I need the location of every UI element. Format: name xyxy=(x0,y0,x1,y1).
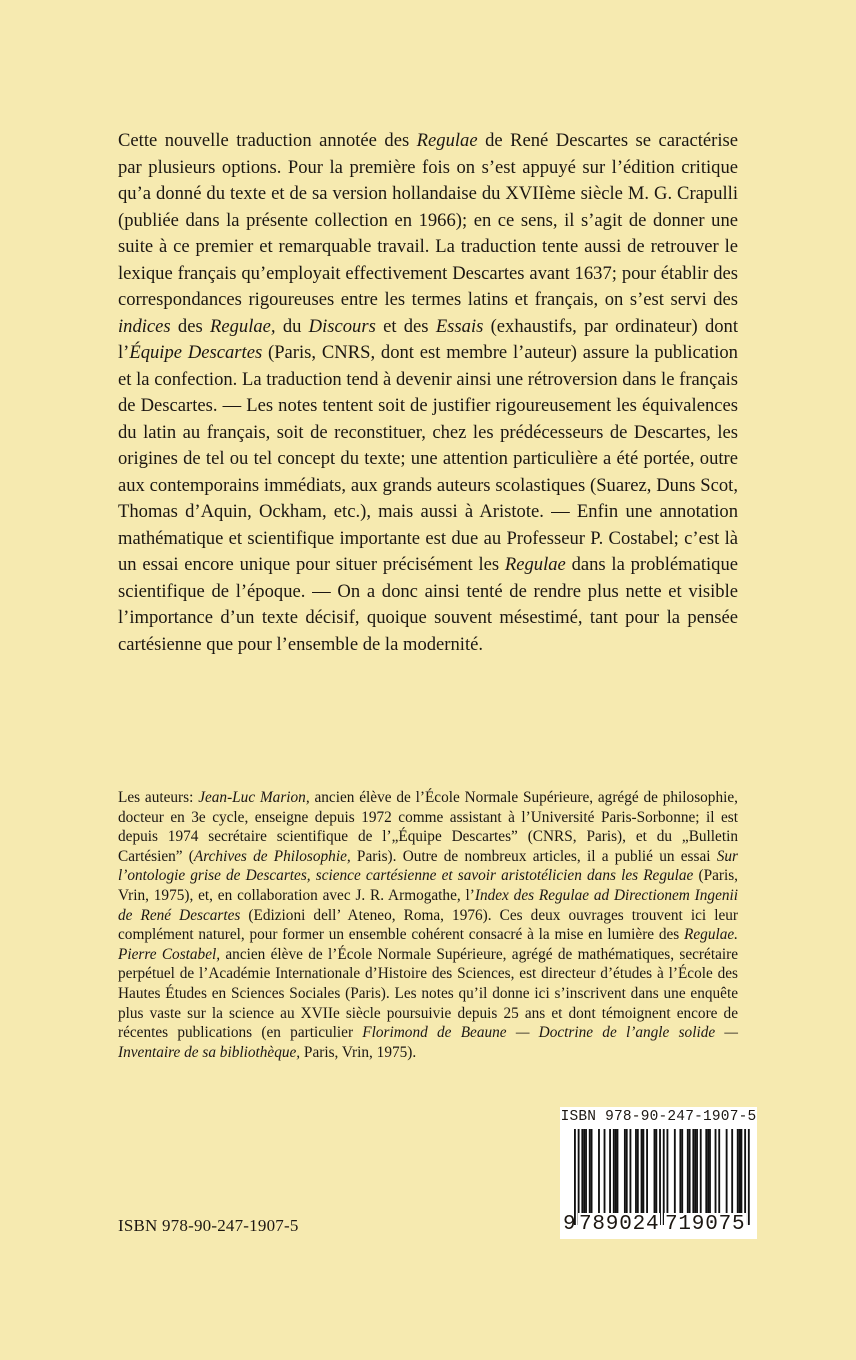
barcode-bar xyxy=(679,1129,681,1213)
barcode-bar xyxy=(578,1129,580,1225)
barcode-digit-lead: 9 xyxy=(563,1213,577,1236)
description-segment: (exhaustifs, par ordinateur) dont l’ xyxy=(118,315,739,363)
authors-segment: Florimond de Beaune — Doctrine de l’angle solide — Inventaire de sa bibliothèque, xyxy=(118,1024,738,1061)
barcode-digits-right: 719075 xyxy=(665,1213,746,1236)
barcode-bar xyxy=(642,1129,644,1213)
barcode-bar xyxy=(739,1129,741,1213)
barcode-bar xyxy=(700,1129,702,1213)
barcode-bar xyxy=(741,1129,743,1213)
isbn-footer: ISBN 978-90-247-1907-5 xyxy=(118,1216,299,1235)
barcode-bar xyxy=(615,1129,617,1213)
barcode-bar xyxy=(654,1129,656,1213)
authors-segment: Archives de Philosophie, xyxy=(193,847,351,865)
barcode-bar xyxy=(574,1129,576,1225)
barcode-bar xyxy=(744,1129,746,1225)
barcode-bar xyxy=(696,1129,698,1213)
barcode-isbn-label: ISBN 978-90-247-1907-5 xyxy=(560,1109,757,1125)
description-segment: Discours xyxy=(308,315,376,337)
barcode-bar xyxy=(689,1129,691,1213)
barcode-bar xyxy=(624,1129,626,1213)
authors-segment: Jean-Luc Marion, xyxy=(198,789,310,806)
description-segment: (Paris, CNRS, dont est membre l’auteur) assure la publication et la confection. La traduction tend à devenir ainsi une rétroversion dans le français de Descartes. — Les notes tentent soit de justifier rigoureusement les équivalences du latin au français, soit de reconstituer, chez les prédécesseurs de Descartes, les origines de tel ou tel concept du texte; une attention particulière a été portée, outre aux contemporains immédiats, aux grands auteurs scolastiques (Suarez, Duns Scot, Thomas d’Aquin, Ockham, etc.), mais aussi à Aristote. — Enfin une annotation mathématique et scientifique importante est due au Professeur P. Costabel; c’est là un essai encore unique pour situer précisément les xyxy=(118,342,738,575)
authors-segment: Les auteurs: xyxy=(118,789,199,806)
description-segment: des xyxy=(170,315,210,337)
barcode-bar xyxy=(737,1129,739,1213)
description-segment: Regulae, xyxy=(209,315,276,337)
barcode-bar xyxy=(674,1129,676,1213)
isbn-barcode xyxy=(560,1107,757,1239)
barcode-bar xyxy=(709,1129,711,1213)
authors-segment: Regulae. Pierre Costabel, xyxy=(118,926,738,963)
authors-segment: Sur l’ontologie grise de Descartes, science cartésienne et savoir aristotélicien dans les Regulae xyxy=(118,847,738,885)
authors-segment: Paris). Outre de nombreux articles, il a publié un essai xyxy=(350,847,717,865)
barcode-bar xyxy=(604,1129,606,1213)
barcode-bar xyxy=(626,1129,628,1213)
barcode-bar xyxy=(613,1129,615,1213)
barcode-bar xyxy=(715,1129,717,1213)
description-segment: de René Descartes se caractérise par plusieurs options. Pour la première fois on s’est appuyé sur l’édition critique qu’a donné du texte et de sa version hollandaise du XVIIème siècle M. G. Crapulli (publiée dans la présente collection en 1966); en ce sens, il s’agit de donner une suite à ce premier et remarquable travail. La traduction tente aussi de retrouver le lexique français qu’employait effectivement Descartes avant 1637; pour établir des correspondances rigoureuses entre les termes latins et français, on s’est servi des xyxy=(118,130,738,310)
barcode-bar xyxy=(663,1129,665,1225)
authors-paragraph xyxy=(118,788,738,1062)
barcode-bar xyxy=(641,1129,643,1213)
authors-segment: ancien élève de l’École Normale Supérieure, agrégé de mathématiques, secrétaire perpétuel de l’Académie Internationale d’Histoire des Sciences, est directeur d’études à l’École des Hautes Études en Sciences Sociales (Paris). Les notes qu’il donne ici s’inscrivent dans une enquête plus vaste sur la science au XVIIe siècle poursuivie depuis 25 ans et dont témoignent encore de récentes publications (en particulier xyxy=(118,945,738,1042)
description-segment: Cette nouvelle traduction annotée des xyxy=(118,130,417,151)
barcode-digits-left: 789024 xyxy=(579,1213,660,1236)
barcode-bar xyxy=(681,1129,683,1213)
barcode-bar xyxy=(705,1129,707,1213)
barcode-bar xyxy=(646,1129,648,1213)
description-segment: du xyxy=(275,315,309,337)
barcode-bar xyxy=(581,1129,583,1213)
barcode-bar xyxy=(748,1129,750,1225)
barcode-bar xyxy=(585,1129,587,1213)
barcode-bar xyxy=(726,1129,728,1213)
barcode-bar xyxy=(598,1129,600,1213)
authors-segment: (Paris, Vrin, 1975), et, en collaboration avec J. R. Armogathe, l’ xyxy=(118,867,739,904)
description-segment: Essais xyxy=(435,315,484,337)
barcode-bar xyxy=(637,1129,639,1213)
authors-text xyxy=(118,788,738,1062)
barcode-bar xyxy=(667,1129,669,1213)
description-text xyxy=(118,128,738,658)
barcode-bar xyxy=(718,1129,720,1213)
authors-segment: ancien élève de l’École Normale Supérieure, agrégé de philosophie, docteur en 3e cycle, enseigne depuis 1972 comme assistant à l’Université Paris-Sorbonne; il est depuis 1974 secrétaire scientifique de l’„Équipe Descartes” (CNRS, Paris), et du „Bulletin Cartésien” ( xyxy=(118,789,738,865)
barcode-bar xyxy=(583,1129,585,1213)
description-paragraph xyxy=(118,128,738,658)
barcode-bar xyxy=(731,1129,733,1213)
barcode-bar xyxy=(591,1129,593,1213)
barcode-bar xyxy=(630,1129,632,1213)
description-segment: dans la problématique scientifique de l’époque. — On a donc ainsi tenté de rendre plus nette et visible l’importance d’un texte décisif, quoique souvent mésestimé, tant pour la pensée cartésienne que pour l’ensemble de la modernité. xyxy=(118,554,739,655)
barcode-bar xyxy=(655,1129,657,1213)
authors-segment: Paris, Vrin, 1975). xyxy=(300,1043,417,1061)
description-segment: et des xyxy=(375,315,436,337)
description-segment: Regulae xyxy=(504,554,566,575)
authors-segment: Index des Regulae ad Directionem Ingenii de René Descartes xyxy=(118,886,739,924)
barcode-bar xyxy=(589,1129,591,1213)
barcode-bar xyxy=(692,1129,694,1213)
barcode-bar xyxy=(609,1129,611,1213)
barcode-bar xyxy=(617,1129,619,1213)
barcode-bar xyxy=(659,1129,661,1225)
description-segment: Équipe Descartes xyxy=(129,342,263,363)
barcode-bar xyxy=(694,1129,696,1213)
description-segment: Regulae xyxy=(416,130,478,151)
barcode-bar xyxy=(687,1129,689,1213)
authors-segment: (Edizioni dell’ Ateneo, Roma, 1976). Ces deux ouvrages trouvent ici leur complément naturel, pour former un ensemble cohérent consacré à la mise en lumière des xyxy=(118,906,738,944)
barcode-bar xyxy=(707,1129,709,1213)
barcode-bar xyxy=(635,1129,637,1213)
description-segment: indices xyxy=(118,315,171,337)
